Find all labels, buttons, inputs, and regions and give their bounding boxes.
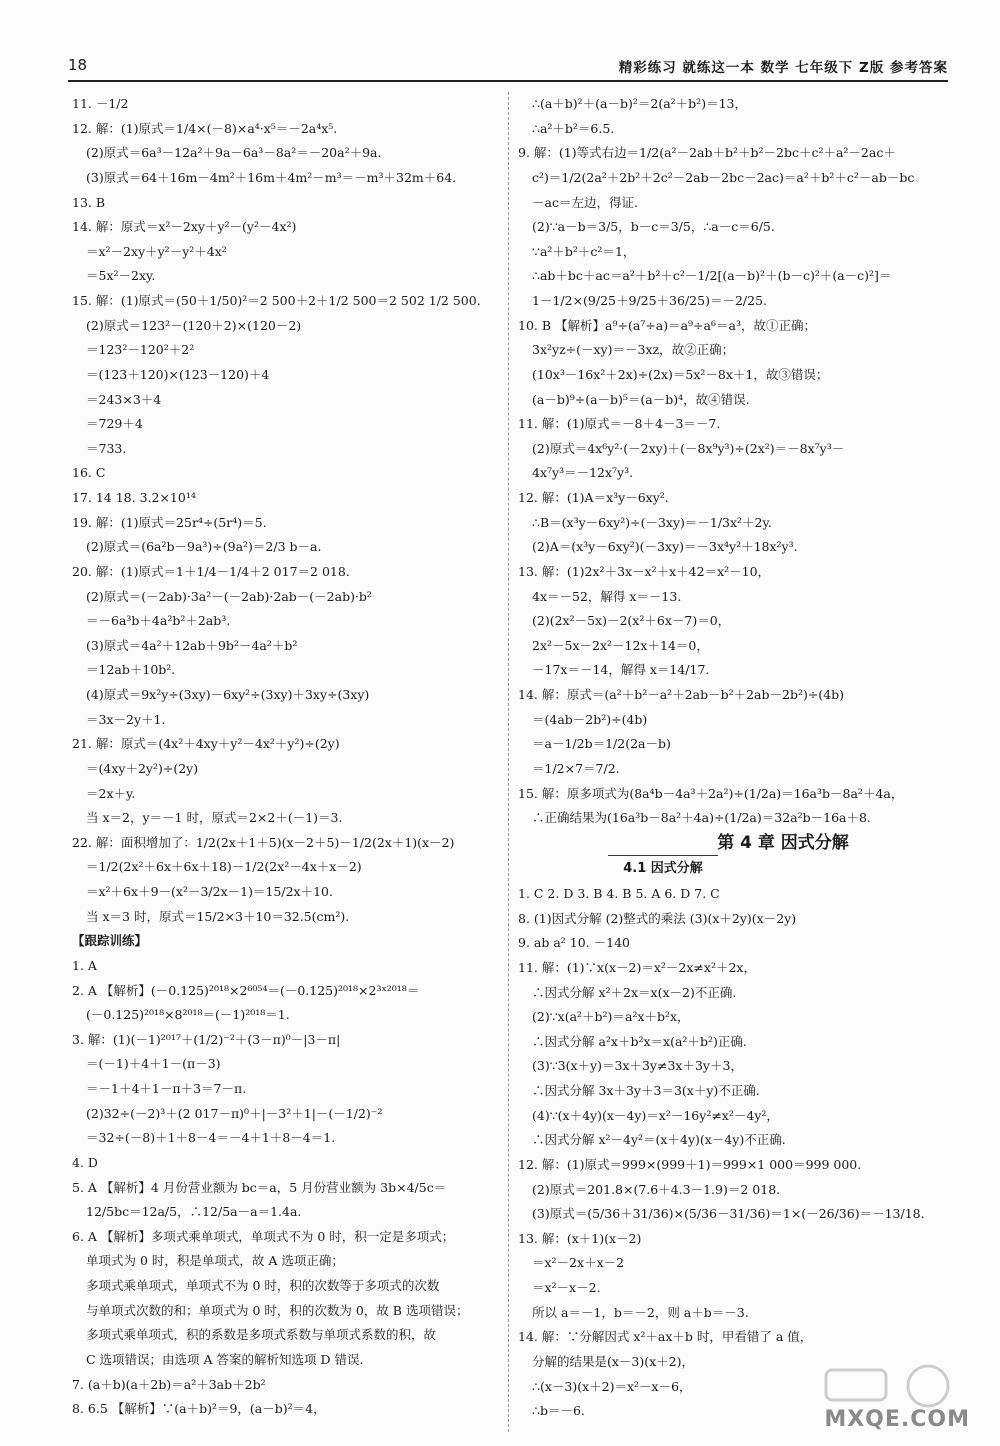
answer-line: 3. 解：(1)(－1)²⁰¹⁷＋(1/2)⁻²＋(3－π)⁰－|3－π| — [72, 1031, 341, 1047]
answer-line: ＝729＋4 — [86, 416, 143, 432]
answer-line: ∴b＝－6. — [532, 1403, 585, 1419]
answer-line: ＝－1＋4＋1－π＋3＝7－π. — [86, 1081, 247, 1096]
answer-line: 13. B — [72, 194, 106, 210]
answer-line: ＝32÷(－8)＋1＋8－4＝－4＋1＋8－4＝1. — [86, 1130, 336, 1146]
answer-line: 与单项式次数的和；单项式为 0 时，积的次数为 0，故 B 选项错误； — [86, 1302, 469, 1318]
answer-line: 19. 解：(1)原式＝25r⁴÷(5r⁴)＝5. — [72, 514, 267, 530]
answer-line: 7. (a＋b)(a＋2b)＝a²＋3ab＋2b² — [72, 1376, 266, 1392]
answer-line: 12/5bc＝12a/5，∴12/5a－a＝1.4a. — [86, 1204, 302, 1220]
answer-line: ＝x²－2xy＋y²－y²＋4x² — [86, 243, 227, 259]
answer-line: ∴因式分解 x²－4y²＝(x＋4y)(x－4y)不正确. — [532, 1132, 786, 1148]
answer-line: 14. 解：原式＝x²－2xy＋y²－(y²－4x²) — [72, 219, 297, 235]
answer-line: 11. －1/2 — [72, 96, 129, 111]
answer-line: (a－b)⁹÷(a－b)⁵＝(a－b)⁴，故④错误. — [532, 391, 750, 407]
answer-line: (2)原式＝123²－(120＋2)×(120－2) — [86, 317, 302, 333]
answer-line: 12. 解：(1)原式＝1/4×(－8)×a⁴·x⁵＝－2a⁴x⁵. — [72, 120, 338, 136]
section-heading: 【跟踪训练】 — [72, 933, 148, 949]
answer-line: ＝5x²－2xy. — [86, 268, 156, 284]
column-divider — [508, 92, 509, 1432]
answer-line: ＝733. — [86, 440, 127, 456]
answer-line: 11. 解：(1)∵x(x－2)＝x²－2x≠x²＋2x， — [518, 959, 756, 975]
answer-line: (2)32÷(－2)³＋(2 017－π)⁰＋|－3²＋1|－(－1/2)⁻² — [86, 1105, 383, 1121]
answer-line: 12. 解：(1)原式＝999×(999＋1)＝999×1 000＝999 000. — [518, 1156, 862, 1172]
answer-line: ＝123²－120²＋2² — [86, 342, 195, 358]
answer-line: ＝(4xy＋2y²)÷(2y) — [86, 760, 199, 776]
answer-line: 当 x＝3 时，原式＝15/2×3＋10＝32.5(cm²). — [86, 908, 350, 924]
answer-line: ＝(123＋120)×(123－120)＋4 — [86, 366, 270, 382]
answer-line: (10x³－16x²＋2x)÷(2x)＝5x²－8x＋1，故③错误； — [532, 366, 829, 382]
answer-line: ∴(x－3)(x＋2)＝x²－x－6， — [532, 1378, 692, 1394]
answer-line: ＝3x－2y＋1. — [86, 711, 166, 727]
answer-line: 多项式乘单项式，积的系数是多项式系数与单项式系数的积，故 — [86, 1327, 437, 1343]
answer-line: 14. 解：∵分解因式 x²＋ax＋b 时，甲看错了 a 值， — [518, 1329, 813, 1345]
chapter-title: 第 4 章 因式分解 — [717, 832, 849, 853]
header-rule — [68, 80, 948, 82]
answer-line: c²)＝1/2(2a²＋2b²＋2c²－2ab－2bc－2ac)＝a²＋b²＋c²－ab－bc — [532, 169, 915, 185]
answer-line: 4x＝－52，解得 x＝－13. — [532, 588, 682, 604]
answer-line: ∴a²＋b²＝6.5. — [532, 120, 615, 136]
answer-line: 1. C 2. D 3. B 4. B 5. A 6. D 7. C — [518, 886, 720, 901]
right-column — [518, 92, 948, 1424]
answer-line: (3)原式＝4a²＋12ab＋9b²－4a²＋b² — [86, 637, 298, 653]
answer-line: ＝12ab＋10b². — [86, 662, 176, 678]
page-number: 18 — [68, 56, 88, 74]
answer-line: 2. A 【解析】(－0.125)²⁰¹⁸×2⁶⁰⁵⁴＝(－0.125)²⁰¹⁸×2³ˣ²⁰¹⁸＝ — [72, 982, 420, 998]
answer-line: (2)原式＝(6a²b－9a³)÷(9a²)＝2/3 b－a. — [86, 539, 322, 555]
answer-line: 9. ab a² 10. －140 — [518, 935, 630, 951]
answer-line: (2)∵a－b＝3/5，b－c＝3/5，∴a－c＝6/5. — [532, 219, 775, 235]
answer-line: ＝243×3＋4 — [86, 391, 162, 407]
left-column — [72, 92, 498, 1422]
answer-line: 15. 解：(1)原式＝(50＋1/50)²＝2 500＋2＋1/2 500＝2 502 1/2 500. — [72, 293, 481, 308]
answer-line: ∴B＝(x³y－6xy²)÷(－3xy)＝－1/3x²＋2y. — [532, 514, 772, 530]
answer-line: ＝－6a³b＋4a²b²＋2ab³. — [86, 613, 231, 629]
watermark-text: MXQE.COM — [824, 1407, 970, 1432]
answer-line: 当 x＝2，y＝－1 时，原式＝2×2＋(－1)＝3. — [86, 810, 343, 826]
answer-line: 所以 a＝－1，b＝－2，则 a＋b＝－3. — [532, 1304, 749, 1320]
answer-line: ＝(4ab－2b²)÷(4b) — [532, 711, 648, 727]
header-title: 精彩练习 就练这一本 数学 七年级下 Z版 参考答案 — [618, 60, 948, 76]
answer-line: (2)原式＝201.8×(7.6＋4.3－1.9)＝2 018. — [532, 1181, 781, 1197]
answer-line: C 选项错误；由选项 A 答案的解析知选项 D 错误. — [86, 1351, 364, 1367]
answer-line: ＝a－1/2b＝1/2(2a－b) — [532, 736, 671, 752]
answer-line: (2)原式＝4x⁶y²·(－2xy)＋(－8x⁹y³)÷(2x²)＝－8x⁷y³－ — [532, 440, 845, 456]
answer-line: ∴(a＋b)²＋(a－b)²＝2(a²＋b²)＝13， — [532, 96, 747, 111]
section-title: 4.1 因式分解 — [608, 855, 718, 882]
answer-line: (2)A＝(x³y－6xy²)(－3xy)＝－3x⁴y²＋18x²y³. — [532, 539, 798, 555]
answer-line: ＝(－1)＋4＋1－(π－3) — [86, 1056, 221, 1072]
answer-line: 15. 解：原多项式为(8a⁴b－4a³＋2a²)÷(1/2a)＝16a³b－8a²＋4a， — [518, 785, 904, 801]
answer-line: ＝1/2×7＝7/2. — [532, 760, 620, 776]
answer-line: ∴因式分解 3x＋3y＋3＝3(x＋y)不正确. — [532, 1083, 760, 1098]
answer-line: 12. 解：(1)A＝x³y－6xy². — [518, 490, 669, 505]
answer-line: ∴因式分解 a²x＋b²x＝x(a²＋b²)正确. — [532, 1033, 747, 1049]
answer-line: (2)原式＝6a³－12a²＋9a－6a³－8a²＝－20a²＋9a. — [86, 145, 382, 161]
answer-line: ＝x²－x－2. — [532, 1280, 601, 1295]
answer-line: 4x⁷y³＝－12x⁷y³. — [532, 465, 634, 481]
answer-line: 21. 解：原式＝(4x²＋4xy＋y²－4x²＋y²)÷(2y) — [72, 736, 340, 752]
answer-line: 5. A 【解析】4 月份营业额为 bc＝a，5 月份营业额为 3b×4/5c＝ — [72, 1179, 447, 1195]
answer-line: 10. B 【解析】a⁹÷(a⁷÷a)＝a⁹÷a⁶＝a³，故①正确； — [518, 317, 816, 333]
page-header — [68, 56, 948, 80]
answer-line: 4. D — [72, 1154, 98, 1170]
answer-line: 分解的结果是(x－3)(x＋2)， — [532, 1353, 695, 1369]
answer-line: 22. 解：面积增加了：1/2(2x＋1＋5)(x－2＋5)－1/2(2x＋1)(x－2) — [72, 834, 455, 850]
answer-line: ∴ab＋bc＋ac＝a²＋b²＋c²－1/2[(a－b)²＋(b－c)²＋(a－c)²]＝ — [532, 268, 892, 284]
answer-line: 3x²yz÷(－xy)＝－3xz，故②正确； — [532, 342, 735, 358]
answer-line: 11. 解：(1)原式＝－8＋4－3＝－7. — [518, 416, 721, 432]
answer-line: ∴正确结果为(16a³b－8a²＋4a)÷(1/2a)＝32a²b－16a＋8. — [532, 810, 871, 826]
answer-line: 单项式为 0 时，积是单项式，故 A 选项正确； — [86, 1253, 344, 1269]
answer-line: (3)原式＝(5/36＋31/36)×(5/36－31/36)＝1×(－26/36)＝－13/18. — [532, 1206, 925, 1222]
answer-line: ∴因式分解 x²＋2x＝x(x－2)不正确. — [532, 984, 737, 1000]
answer-line: (2)∵x(a²＋b²)＝a²x＋b²x， — [532, 1009, 690, 1025]
answer-line: ＝1/2(2x²＋6x＋6x＋18)－1/2(2x²－4x＋x－2) — [86, 859, 362, 875]
answer-line: 17. 14 18. 3.2×10¹⁴ — [72, 490, 196, 505]
answer-line: (3)原式＝64＋16m－4m²＋16m＋4m²－m³＝－m³＋32m＋64. — [86, 169, 457, 185]
answer-line: 8. (1)因式分解 (2)整式的乘法 (3)(x＋2y)(x－2y) — [518, 910, 797, 926]
answer-line: (4)原式＝9x²y÷(3xy)－6xy²÷(3xy)＋3xy÷(3xy) — [86, 687, 370, 702]
answer-line: ＝x²＋6x＋9－(x²－3/2x－1)＝15/2x＋10. — [86, 884, 333, 899]
answer-line: 1－1/2×(9/25＋9/25＋36/25)＝－2/25. — [532, 293, 768, 308]
answer-line: (2)原式＝(－2ab)·3a²－(－2ab)·2ab－(－2ab)·b² — [86, 588, 372, 604]
answer-line: 6. A 【解析】多项式乘单项式，单项式不为 0 时，积一定是多项式； — [72, 1228, 455, 1244]
answer-line: 14. 解：原式＝(a²＋b²－a²＋2ab－b²＋2ab－2b²)÷(4b) — [518, 687, 845, 702]
answer-line: 1. A — [72, 957, 97, 973]
answer-line: (2)(2x²－5x)－2(x²＋6x－7)＝0， — [532, 613, 731, 629]
answer-line: (3)∵3(x＋y)＝3x＋3y≠3x＋3y＋3， — [532, 1058, 743, 1074]
answer-line: －17x＝－14，解得 x＝14/17. — [532, 662, 710, 678]
answer-line: 13. 解：(1)2x²＋3x－x²＋x＋42＝x²－10， — [518, 563, 771, 579]
answer-line: 8. 6.5 【解析】∵(a＋b)²＝9，(a－b)²＝4， — [72, 1401, 326, 1417]
answer-line: (4)∵(x＋4y)(x－4y)＝x²－16y²≠x²－4y²， — [532, 1107, 779, 1123]
answer-line: 16. C — [72, 465, 106, 481]
answer-line: ＝x²－2x＋x－2 — [532, 1255, 625, 1271]
answer-line: 2x²－5x－2x²－12x＋14＝0， — [532, 637, 709, 653]
answer-line: －ac＝左边，得证. — [532, 194, 638, 210]
answer-line: 20. 解：(1)原式＝1＋1/4－1/4＋2 017＝2 018. — [72, 563, 350, 579]
answer-line: 13. 解：(x＋1)(x－2) — [518, 1230, 642, 1246]
answer-line: 9. 解：(1)等式右边＝1/2(a²－2ab＋b²＋b²－2bc＋c²＋a²－2ac＋ — [518, 145, 896, 161]
answer-line: ＝2x＋y. — [86, 785, 136, 801]
answer-line: 多项式乘单项式，单项式不为 0 时，积的次数等于多项式的次数 — [86, 1278, 440, 1293]
answer-line: (－0.125)²⁰¹⁸×8²⁰¹⁸＝(－1)²⁰¹⁸＝1. — [86, 1007, 290, 1023]
answer-line: ∵a²＋b²＋c²＝1， — [532, 243, 636, 259]
